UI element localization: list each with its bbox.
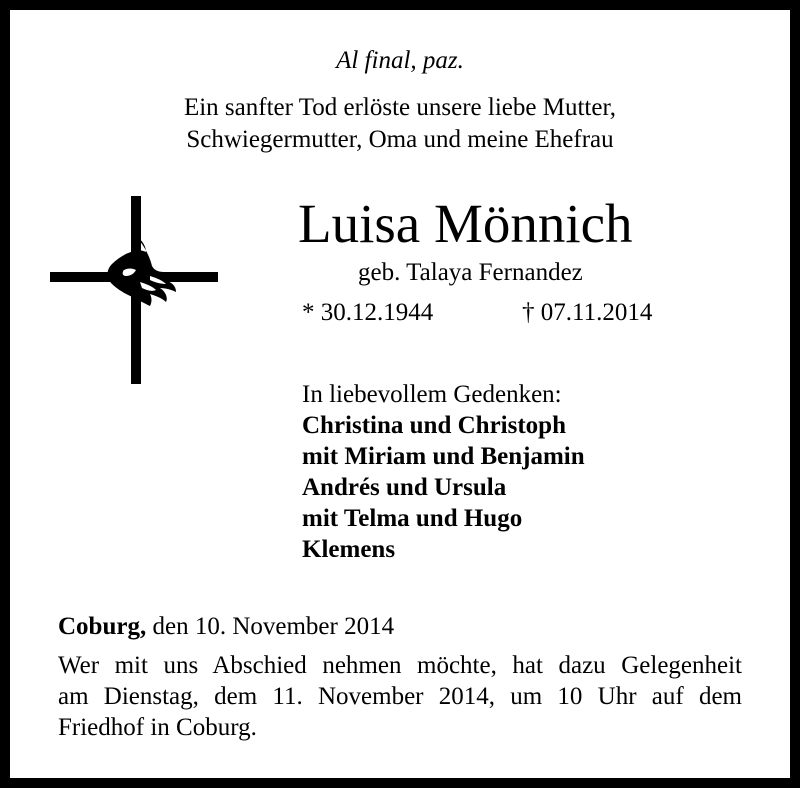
notice-line: am Dienstag, dem 11. November 2014, um 10 Uhr auf dem [58,683,742,710]
mourner-line: mit Miriam und Benjamin [302,443,585,470]
funeral-notice [58,650,742,743]
birth-date: * 30.12.1944 [302,299,434,326]
maiden-name: geb. Talaya Fernandez [358,259,583,286]
intro-line: Ein sanfter Tod erlöste unsere liebe Mutter, [183,94,617,121]
notice-line: Friedhof in Coburg. [58,714,257,741]
mourner-line: Andrés und Ursula [302,474,507,501]
intro-text [0,92,800,156]
dateline [58,614,394,639]
death-date: † 07.11.2014 [522,299,653,326]
intro-line: Schwiegermutter, Oma und meine Ehefrau [186,126,614,153]
dateline-date: den 10. November 2014 [152,613,395,640]
mourners-heading: In liebevollem Gedenken: [302,381,562,408]
mourner-line: Klemens [302,536,396,563]
cross-with-dove-icon [50,196,220,386]
notice-line: Wer mit uns Abschied nehmen möchte, hat dazu Gelegenheit [58,652,742,679]
deceased-name: Luisa Mönnich [298,193,633,254]
mourner-line: mit Telma und Hugo [302,505,523,532]
mourner-line: Christina und Christoph [302,412,566,439]
mourners-block [302,379,585,565]
motto: Al final, paz. [336,47,464,74]
dateline-place: Coburg, [58,613,147,640]
